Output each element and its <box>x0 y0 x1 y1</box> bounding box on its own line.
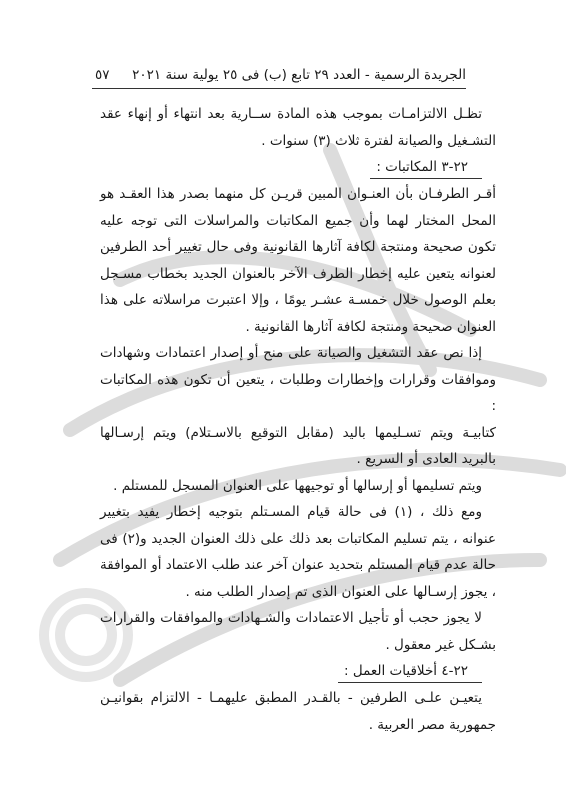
paragraph-registered-address: ويتم تسليمها أو إرسالها أو توجيهها على العنوان المسجل للمستلم . <box>113 477 482 494</box>
header-divider <box>92 88 466 89</box>
document-body <box>100 101 496 738</box>
page-number: ٥٧ <box>95 67 110 83</box>
paragraph-compliance: يتعيـن علـى الطرفين - بالقـدر المطبق عليهمـا - الالتزام بقوانيـن جمهورية مصر العربية . <box>100 690 496 733</box>
paragraph-addresses: أقـر الطرفـان بأن العنـوان المبين قريـن كل منهما بصدر هذا العقـد هو المحل المختار لهما وأن جميع المكاتبات والمراسلات التى توجه عليه تكون صحيحة ومنتجة لكافة آثارها القانونية وفى حال تغيير أحد الطرفين لعنوانه يتعين عليه إخطار الطرف الآخر بالعنوان الجديد بخطاب مسـجل بعلم الوصول خلال خمسـة عشـر يومًا ، وإلا اعتبرت مراسلاته على هذا العنوان صحيحة ومنتجة لكافة آثارها القانونية . <box>100 186 496 335</box>
paragraph-obligations: تظـل الالتزامـات بموجب هذه المادة ســارية بعد انتهاء أو إنهاء عقد التشـغيل والصيانة لفترة ثلاث (٣) سنوات . <box>100 106 496 149</box>
paragraph-withholding: لا يجوز حجب أو تأجيل الاعتمادات والشـهادات والموافقات والقرارات بشـكل غير معقول . <box>100 610 496 653</box>
section-heading-row <box>100 658 496 685</box>
page-header <box>95 64 466 86</box>
section-heading-correspondence: ٢٢-٣ المكاتبات : <box>370 156 482 179</box>
paragraph-delivery: كتابيـة ويتم تسـليمها باليد (مقابل التوقيع بالاسـتلام) ويتم إرسـالها بالبريد العادى أو السريع . <box>100 424 496 467</box>
section-heading-ethics: ٢٢-٤ أخلاقيات العمل : <box>338 660 482 683</box>
paragraph-approvals: إذا نص عقد التشغيل والصيانة على منح أو إصدار اعتمادات وشهادات وموافقات وقرارات وإخطارات وطلبات ، يتعين أن تكون هذه المكاتبات : <box>100 345 496 414</box>
gazette-title: الجريدة الرسمية - العدد ٢٩ تابع (ب) فى ٢٥ يولية سنة ٢٠٢١ <box>132 67 466 83</box>
section-heading-row <box>100 154 496 181</box>
paragraph-change-of-address: ومع ذلك ، (١) فى حالة قيام المسـتلم بتوجيه إخطار يفيد بتغيير عنوانه ، يتم تسليم المكاتبات بعد ذلك على ذلك العنوان الجديد و(٢) فى حالة عدم قيام المستلم بتحديد عنوان آخر عند طلب الاعتماد أو الموافقة ، يجوز إرسـالها على العنوان الذى تم إصدار الطلب منه . <box>100 504 496 600</box>
